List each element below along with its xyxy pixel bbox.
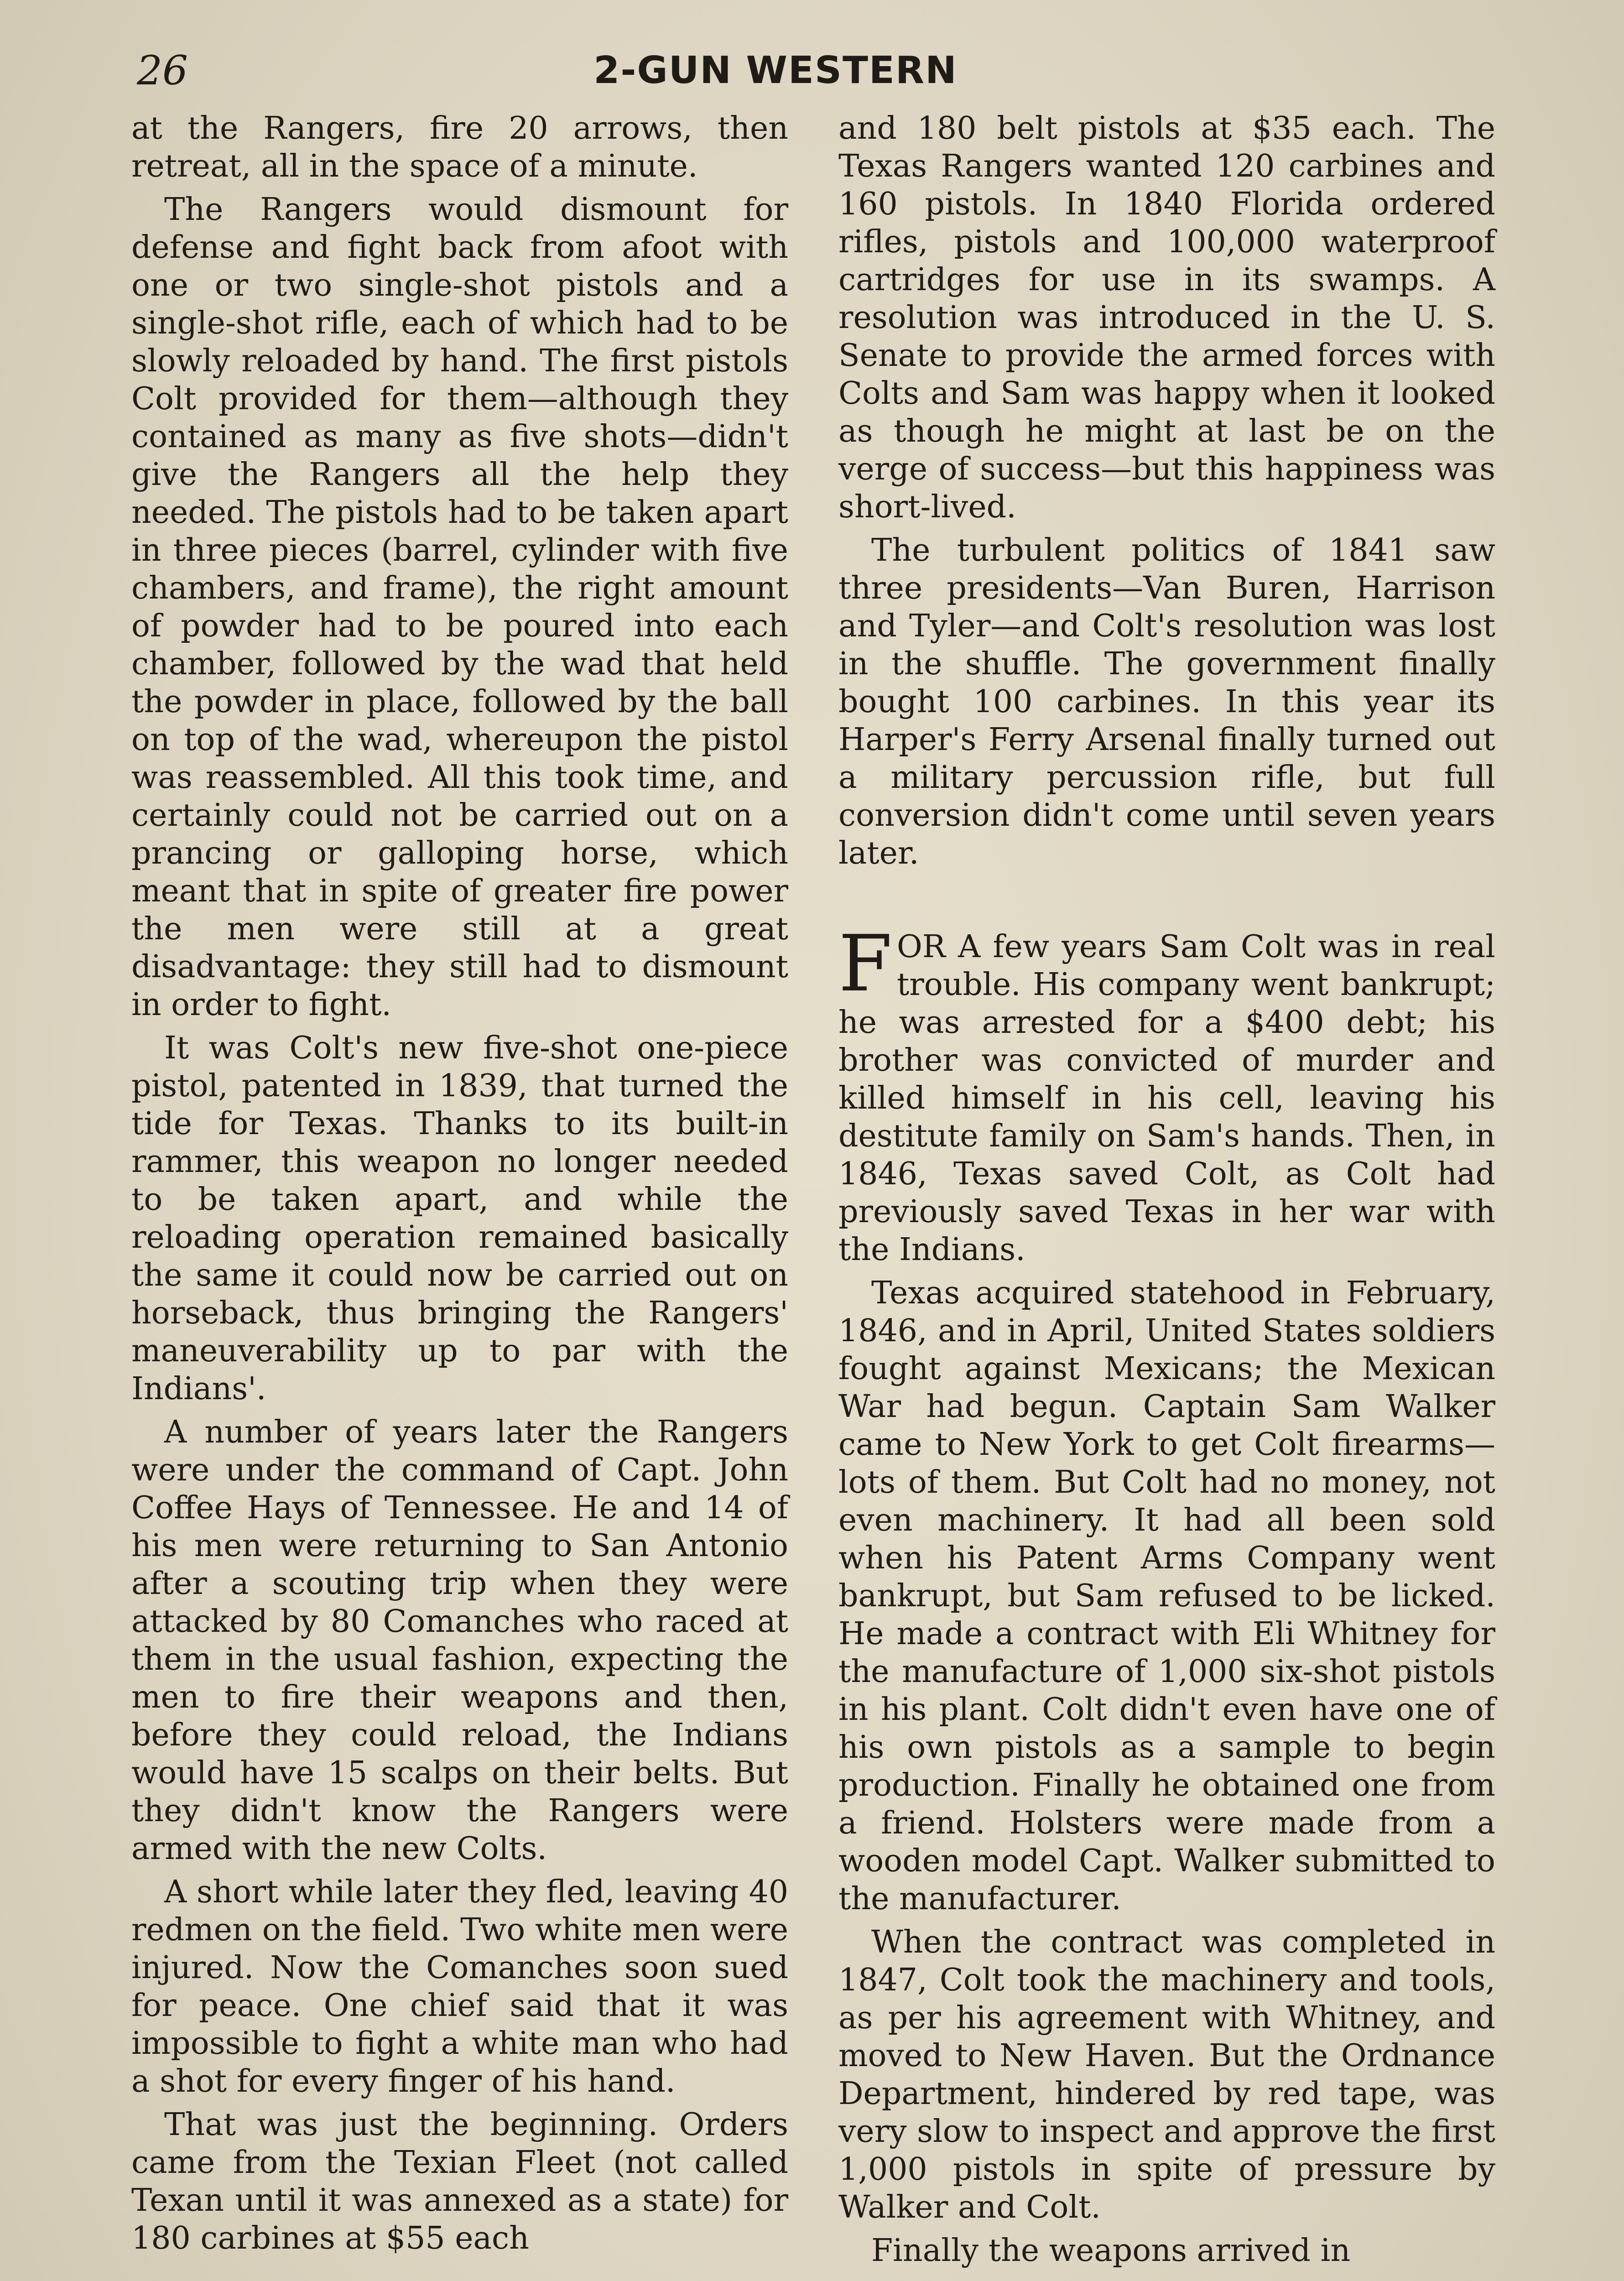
paragraph: When the contract was completed in 1847, Colt took the machinery and tools, as per his agreement with Whitney, and moved to New Haven. But the Ordnance Department, hindered by red tape, was very slow to inspect and approve the first 1,000 pistols in spite of pressure by Walker and Colt.	[838, 1924, 1495, 2225]
drop-cap: F	[838, 919, 892, 1009]
page-number: 26	[137, 47, 188, 94]
right-column	[838, 109, 1495, 2275]
paragraph: A short while later they fled, leaving 40 redmen on the field. Two white men were injured. Now the Comanches soon sued for peace. One chief said that it was impossible to fight a white man who had a shot for every finger of his hand.	[131, 1874, 788, 2099]
paragraph: The Rangers would dismount for defense and fight back from afoot with one or two single-shot pistols and a single-shot rifle, each of which had to be slowly reloaded by hand. The first pistols Colt provided for them—although they contained as many as five shots—didn't give the Rangers all the help they needed. The pistols had to be taken apart in three pieces (barrel, cylinder with five chambers, and frame), the right amount of powder had to be poured into each chamber, followed by the wad that held the powder in place, followed by the ball on top of the wad, whereupon the pistol was reassembled. All this took time, and certainly could not be carried out on a prancing or galloping horse, which meant that in spite of greater fire power the men were still at a great disadvantage: they still had to dismount in order to fight.	[131, 192, 788, 1023]
section-break	[838, 878, 1495, 928]
left-column	[131, 109, 788, 2263]
paragraph-text: OR A few years Sam Colt was in real trouble. His company went bankrupt; he was arrested for a $400 debt; his brother was convicted of murder and killed himself in his cell, leaving his destitute family on Sam's hands. Then, in 1846, Texas saved Colt, as Colt had previously saved Texas in her war with the Indians.	[838, 929, 1495, 1268]
paragraph: That was just the beginning. Orders came from the Texian Fleet (not called Texan until it was annexed as a state) for 180 carbines at $55 each	[131, 2107, 788, 2256]
paragraph: The turbulent politics of 1841 saw three presidents—Van Buren, Harrison and Tyler—and Colt's resolution was lost in the shuffle. The government finally bought 100 carbines. In this year its Harper's Ferry Arsenal finally turned out a military percussion rifle, but full conversion didn't come until seven years later.	[838, 532, 1495, 871]
magazine-title: 2-GUN WESTERN	[593, 49, 958, 92]
paragraph: and 180 belt pistols at $35 each. The Texas Rangers wanted 120 carbines and 160 pistols. In 1840 Florida ordered rifles, pistols and 100,000 waterproof cartridges for use in its swamps. A resolution was introduced in the U. S. Senate to provide the armed forces with Colts and Sam was happy when it looked as though he might at last be on the verge of success—but this happiness was short-lived.	[838, 110, 1495, 525]
paragraph: A number of years later the Rangers were under the command of Capt. John Coffee Hays of Tennessee. He and 14 of his men were returning to San Antonio after a scouting trip when they were attacked by 80 Comanches who raced at them in the usual fashion, expecting the men to fire their weapons and then, before they could reload, the Indians would have 15 scalps on their belts. But they didn't know the Rangers were armed with the new Colts.	[131, 1414, 788, 1867]
page-header	[119, 43, 1432, 98]
paragraph: Texas acquired statehood in February, 1846, and in April, United States soldiers fought against Mexicans; the Mexican War had begun. Captain Sam Walker came to New York to get Colt firearms—lots of them. But Colt had no money, not even machinery. It had all been sold when his Patent Arms Company went bankrupt, but Sam refused to be licked. He made a contract with Eli Whitney for the manufacture of 1,000 six-shot pistols in his plant. Colt didn't even have one of his own pistols as a sample to begin production. Finally he obtained one from a friend. Holsters were made from a wooden model Capt. Walker submitted to the manufacturer.	[838, 1275, 1495, 1917]
section-opening-paragraph	[838, 919, 1495, 1269]
paragraph: It was Colt's new five-shot one-piece pistol, patented in 1839, that turned the tide for Texas. Thanks to its built-in rammer, this weapon no longer needed to be taken apart, and while the reloading operation remained basically the same it could now be carried out on horseback, thus bringing the Rangers' maneuverability up to par with the Indians'.	[131, 1030, 788, 1407]
paragraph: at the Rangers, fire 20 arrows, then retreat, all in the space of a minute.	[131, 110, 788, 184]
paragraph: Finally the weapons arrived in	[871, 2233, 1351, 2269]
